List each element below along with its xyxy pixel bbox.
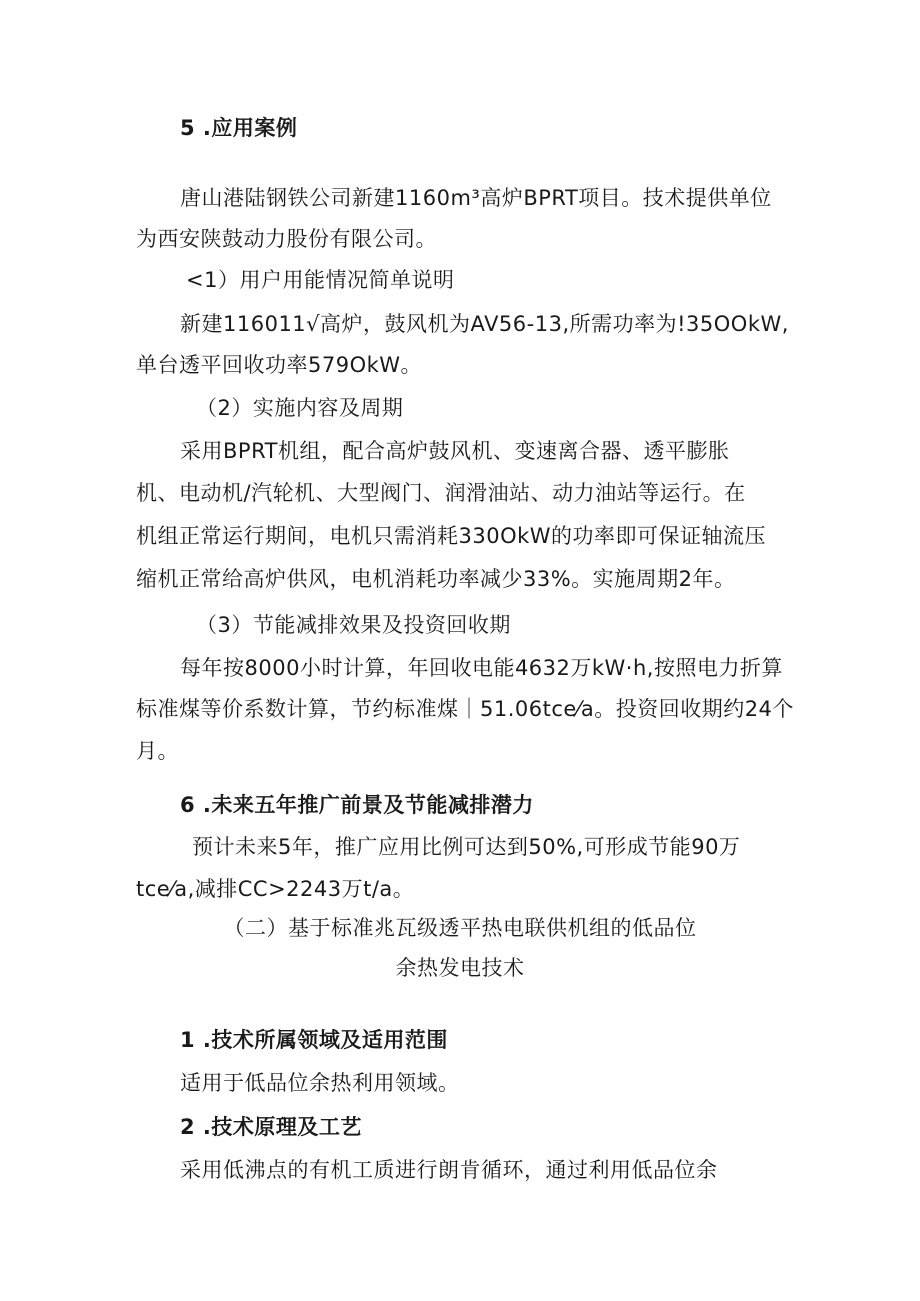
- part-2-section-2-heading: 2 .技术原理及工艺: [180, 1115, 362, 1139]
- paragraph-line: 适用于低品位余热利用领域。: [180, 1071, 460, 1095]
- part-2-title: 余热发电技术: [395, 956, 525, 980]
- paragraph-line: 单台透平回收功率579OkW。: [136, 353, 423, 377]
- paragraph-line: 新建116011√高炉，鼓风机为AV56-13,所需功率为!35OOkW,: [180, 312, 789, 336]
- paragraph-line: 机组正常运行期间，电机只需消耗330OkW的功率即可保证轴流压: [136, 524, 767, 548]
- part-2-title: （二）基于标准兆瓦级透平热电联供机组的低品位: [223, 916, 697, 940]
- paragraph-line: 标准煤等价系数计算，节约标准煤｜51.06tce⁄a。投资回收期约24个: [136, 697, 794, 721]
- subsection-2-title: （2）实施内容及周期: [196, 396, 404, 420]
- paragraph-line: tce⁄a,减排CC>2243万t/a。: [136, 877, 415, 901]
- paragraph-line: 月。: [136, 739, 179, 763]
- paragraph-line: 采用BPRT机组，配合高炉鼓风机、变速离合器、透平膨胀: [180, 439, 730, 463]
- paragraph-line: 采用低沸点的有机工质进行朗肯循环，通过利用低品位余: [180, 1158, 718, 1182]
- section-6-heading: 6 .未来五年推广前景及节能减排潜力: [180, 793, 534, 817]
- subsection-3-title: （3）节能减排效果及投资回收期: [196, 613, 511, 637]
- part-2-section-1-heading: 1 .技术所属领域及适用范围: [180, 1028, 448, 1052]
- paragraph-line: 机、电动机/汽轮机、大型阀门、润滑油站、动力油站等运行。在: [136, 481, 746, 505]
- case-paragraph-line: 唐山港陆钢铁公司新建1160m³高炉BPRT项目。技术提供单位: [180, 186, 772, 210]
- paragraph-line: 缩机正常给高炉供风，电机消耗功率减少33%。实施周期2年。: [136, 567, 736, 591]
- case-paragraph-line: 为西安陕鼓动力股份有限公司。: [136, 227, 437, 251]
- paragraph-line: 预计未来5年，推广应用比例可达到50%,可形成节能90万: [192, 835, 741, 859]
- subsection-1-title: <1）用户用能情况简单说明: [186, 268, 455, 292]
- paragraph-line: 每年按8000小时计算，年回收电能4632万kW·h,按照电力折算: [180, 656, 783, 680]
- section-5-heading: 5 .应用案例: [180, 116, 298, 140]
